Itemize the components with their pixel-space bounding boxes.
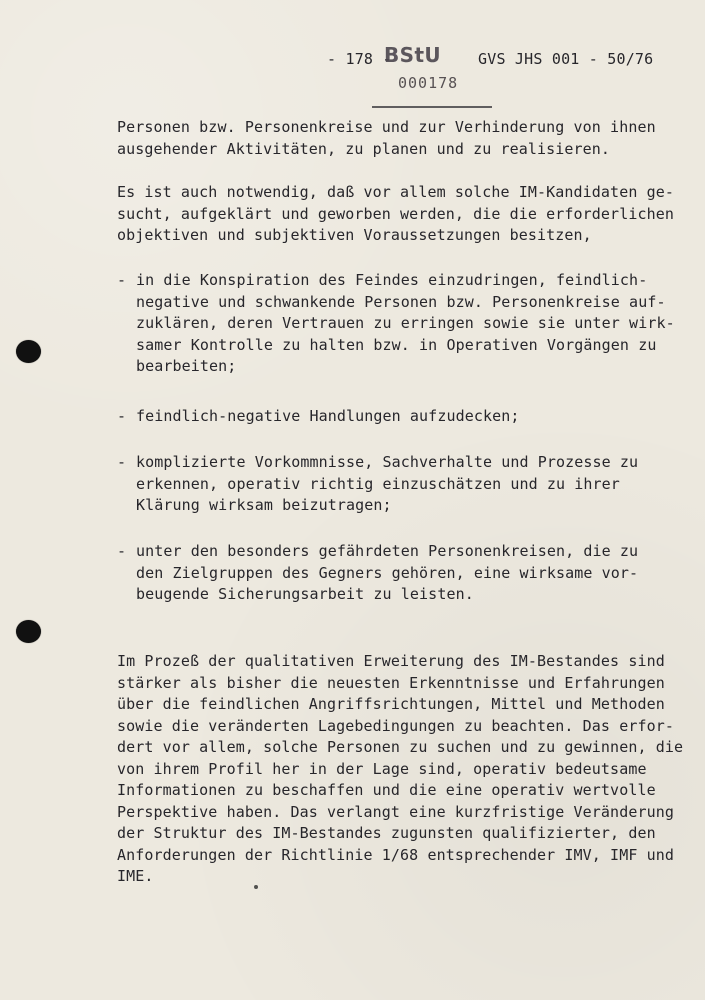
list-item: [117, 270, 687, 378]
punch-hole-icon: [16, 340, 41, 363]
list-bullet: -: [117, 271, 127, 289]
list-line: zuklären, deren Vertrauen zu erringen sowie sie unter wirk-: [136, 314, 675, 332]
document-reference: GVS JHS 001 - 50/76: [478, 50, 654, 68]
list-item-text: [136, 406, 687, 428]
conclusion-paragraph: [117, 651, 687, 888]
paragraph-line: Perspektive haben. Das verlangt eine kurzfristige Veränderung: [117, 802, 674, 821]
punch-hole-icon: [16, 620, 41, 643]
list-line: den Zielgruppen des Gegners gehören, eine wirksame vor-: [136, 563, 639, 582]
paragraph-line: von ihrem Profil her in der Lage sind, operativ bedeutsame: [117, 759, 647, 778]
list-line: beugende Sicherungsarbeit zu leisten.: [136, 585, 474, 603]
list-item: [117, 541, 687, 606]
list-item-text: [136, 541, 687, 606]
list-bullet: -: [117, 542, 127, 560]
list-line: Klärung wirksam beizutragen;: [136, 496, 392, 514]
stamp-underline: [372, 106, 492, 108]
paragraph-line: Personen bzw. Personenkreise und zur Verhinderung von ihnen: [117, 118, 656, 136]
opening-paragraph: [117, 117, 687, 160]
requirements-paragraph: [117, 182, 687, 247]
paragraph-line: Es ist auch notwendig, daß vor allem solche IM-Kandidaten ge-: [117, 183, 674, 201]
list-line: erkennen, operativ richtig einzuschätzen und zu ihrer: [136, 474, 620, 493]
paragraph-line: ausgehender Aktivitäten, zu planen und zu realisieren.: [117, 139, 611, 158]
paragraph-line: objektiven und subjektiven Voraussetzungen besitzen,: [117, 226, 592, 244]
paragraph-line: Anforderungen der Richtlinie 1/68 entsprechender IMV, IMF und: [117, 845, 674, 864]
paragraph-line: Informationen zu beschaffen und die eine operativ wertvolle: [117, 781, 656, 799]
paragraph-line: Im Prozeß der qualitativen Erweiterung des IM-Bestandes sind: [117, 652, 665, 670]
paragraph-line: stärker als bisher die neuesten Erkenntnisse und Erfahrungen: [117, 673, 665, 692]
page-number: - 178 -: [327, 50, 392, 68]
list-line: negative und schwankende Personen bzw. Personenkreise auf-: [136, 292, 666, 311]
list-item: [117, 452, 687, 517]
paragraph-line: sucht, aufgeklärt und geworben werden, die die erforderlichen: [117, 204, 674, 223]
list-line: komplizierte Vorkommnisse, Sachverhalte und Prozesse zu: [136, 453, 639, 471]
paragraph-line: sowie die veränderten Lagebedingungen zu beachten. Das erfor-: [117, 716, 674, 735]
list-item: [117, 406, 687, 428]
paragraph-line: der Struktur des IM-Bestandes zugunsten qualifizierter, den: [117, 824, 656, 842]
paragraph-line: über die feindlichen Angriffsrichtungen, Mittel und Methoden: [117, 695, 665, 713]
list-item-text: [136, 270, 687, 378]
list-line: in die Konspiration des Feindes einzudringen, feindlich-: [136, 271, 648, 289]
archive-serial-number: 000178: [398, 74, 459, 92]
list-item-text: [136, 452, 687, 517]
list-line: samer Kontrolle zu halten bzw. in Operativen Vorgängen zu: [136, 335, 657, 354]
paragraph-line: IME.: [117, 867, 154, 885]
list-bullet: -: [117, 453, 127, 471]
list-line: bearbeiten;: [136, 357, 237, 375]
paper-speck: [254, 885, 258, 889]
list-bullet: -: [117, 407, 127, 425]
list-line: unter den besonders gefährdeten Personenkreisen, die zu: [136, 542, 639, 560]
paragraph-line: dert vor allem, solche Personen zu suchen und zu gewinnen, die: [117, 738, 684, 756]
bstu-stamp-label: BStU: [384, 43, 442, 67]
list-line: feindlich-negative Handlungen aufzudecken;: [136, 407, 520, 425]
